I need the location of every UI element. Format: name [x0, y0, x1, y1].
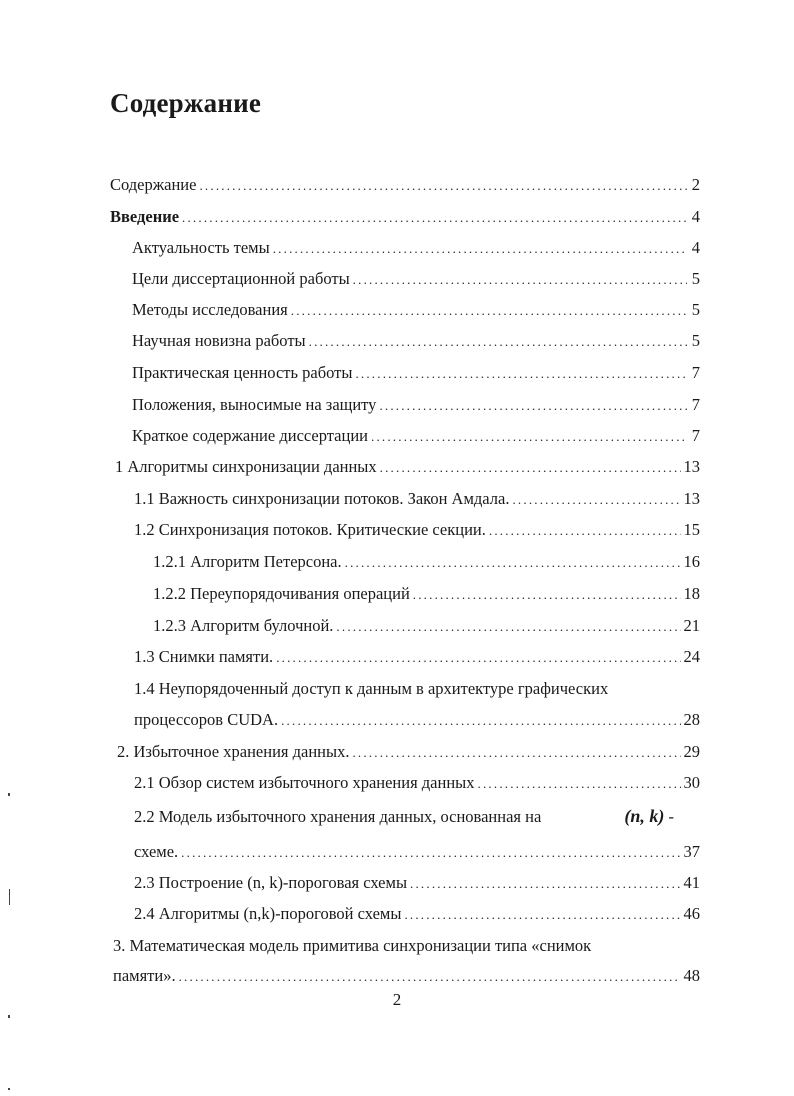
- toc-entry-page: 7: [691, 426, 700, 445]
- page-number: 2: [392, 990, 402, 1009]
- toc-entry-title: Практическая ценность работы: [132, 363, 353, 382]
- toc-dot-leader: [404, 903, 680, 927]
- toc-entry[interactable]: [134, 871, 700, 895]
- math-n-k: (n, k): [624, 806, 665, 826]
- toc-entry-title: 2.4 Алгоритмы (n,k)-пороговой схемы: [134, 904, 402, 923]
- toc-entry-page: 2: [691, 175, 700, 194]
- toc-entry-page: 28: [683, 710, 700, 729]
- toc-entry-page: 5: [691, 331, 700, 350]
- toc-entry[interactable]: [115, 455, 700, 479]
- toc-entry-page: 4: [691, 207, 700, 226]
- toc-entry-page: 16: [683, 552, 700, 571]
- toc-entry-page: 30: [683, 773, 700, 792]
- toc-entry-hyphen: -: [668, 807, 674, 826]
- toc-dot-leader: [181, 841, 680, 865]
- toc-entry[interactable]: [113, 964, 700, 988]
- toc-dot-leader: [379, 394, 687, 418]
- toc-entry-page: 48: [683, 966, 700, 985]
- toc-entry[interactable]: [132, 393, 700, 417]
- toc-entry-title: 2.3 Построение (n, k)-пороговая схемы: [134, 873, 408, 892]
- toc-entry[interactable]: [132, 298, 700, 322]
- toc-entry-title: 2.2 Модель избыточного хранения данных, основанная на: [134, 807, 542, 826]
- scan-artifact: [8, 793, 10, 796]
- scan-artifact: [8, 1015, 10, 1018]
- toc-entry-title: 2. Избыточное хранения данных.: [117, 742, 350, 761]
- toc-entry-title-cont: памяти».: [113, 966, 176, 985]
- toc-entry-page: 7: [691, 363, 700, 382]
- toc-dot-leader: [182, 206, 687, 230]
- toc-entry-title: Цели диссертационной работы: [132, 269, 350, 288]
- toc-entry-page: 5: [691, 300, 700, 319]
- toc-entry-line1[interactable]: [134, 804, 674, 828]
- toc-entry[interactable]: [134, 708, 700, 732]
- toc-entry-title: 1.2.1 Алгоритм Петерсона.: [153, 552, 342, 571]
- toc-entry-title: 1 Алгоритмы синхронизации данных: [115, 457, 377, 476]
- toc-entry[interactable]: [153, 550, 700, 574]
- toc-entry[interactable]: [117, 740, 700, 764]
- toc-entry[interactable]: [134, 902, 700, 926]
- toc-dot-leader: [410, 872, 680, 896]
- toc-entry-page: 46: [683, 904, 700, 923]
- toc-dot-leader: [281, 709, 680, 733]
- toc-entry[interactable]: [132, 236, 700, 260]
- toc-entry[interactable]: [134, 840, 700, 864]
- toc-entry[interactable]: [132, 267, 700, 291]
- toc-entry-page: 5: [691, 269, 700, 288]
- toc-dot-leader: [276, 646, 680, 670]
- toc-entry-page: 37: [683, 842, 700, 861]
- toc-dot-leader: [273, 237, 687, 261]
- toc-entry-page: 21: [683, 616, 700, 635]
- toc-entry-page: 15: [683, 520, 700, 539]
- toc-entry-title: 1.2 Синхронизация потоков. Критические секции.: [134, 520, 486, 539]
- toc-entry-title: 1.1 Важность синхронизации потоков. Закон Амдала.: [134, 489, 510, 508]
- toc-entry-title: Содержание: [110, 175, 197, 194]
- toc-dot-leader: [489, 519, 681, 543]
- toc-dot-leader: [199, 174, 687, 198]
- toc-entry-title: 1.3 Снимки памяти.: [134, 647, 274, 666]
- toc-entry-title: Положения, выносимые на защиту: [132, 395, 377, 414]
- toc-entry[interactable]: [132, 424, 700, 448]
- toc-entry[interactable]: [134, 645, 700, 669]
- toc-entry-page: 18: [683, 584, 700, 603]
- toc-entry-title: Актуальность темы: [132, 238, 270, 257]
- toc-dot-leader: [512, 488, 680, 512]
- toc-entry[interactable]: [132, 361, 700, 385]
- toc-entry-title: 2.1 Обзор систем избыточного хранения данных: [134, 773, 475, 792]
- toc-entry-page: 24: [683, 647, 700, 666]
- toc-entry[interactable]: [132, 329, 700, 353]
- toc-entry-line1[interactable]: [134, 677, 700, 701]
- toc-dot-leader: [179, 965, 681, 989]
- toc-entry-page: 7: [691, 395, 700, 414]
- scan-artifact: [9, 889, 10, 905]
- toc-entry[interactable]: [153, 582, 700, 606]
- toc-dot-leader: [355, 362, 687, 386]
- toc-dot-leader: [478, 772, 681, 796]
- toc-entry[interactable]: [153, 614, 700, 638]
- toc-dot-leader: [309, 330, 687, 354]
- toc-entry-title: Введение: [110, 207, 180, 226]
- toc-entry-title: Научная новизна работы: [132, 331, 306, 350]
- toc-entry-page: 29: [683, 742, 700, 761]
- toc-entry-title: 1.2.3 Алгоритм булочной.: [153, 616, 334, 635]
- toc-entry-page: 13: [683, 489, 700, 508]
- toc-entry-title: 1.2.2 Переупорядочивания операций: [153, 584, 410, 603]
- toc-entry-page: 4: [691, 238, 700, 257]
- page-title: Содержание: [110, 88, 262, 118]
- toc-entry-title-cont: схеме.: [134, 842, 179, 861]
- toc-entry[interactable]: [134, 771, 700, 795]
- toc-entry[interactable]: [110, 205, 700, 229]
- toc-dot-leader: [291, 299, 687, 323]
- toc-dot-leader: [413, 583, 681, 607]
- toc-entry-title: 1.4 Неупорядоченный доступ к данным в архитектуре графических: [134, 679, 609, 698]
- toc-dot-leader: [380, 456, 681, 480]
- toc-dot-leader: [336, 615, 680, 639]
- toc-entry[interactable]: [134, 518, 700, 542]
- toc-entry-title: Методы исследования: [132, 300, 288, 319]
- toc-dot-leader: [352, 741, 680, 765]
- toc-dot-leader: [371, 425, 687, 449]
- scan-artifact: [8, 1088, 10, 1090]
- toc-entry-title: Краткое содержание диссертации: [132, 426, 368, 445]
- toc-entry-title: 3. Математическая модель примитива синхронизации типа «снимок: [113, 936, 592, 955]
- toc-dot-leader: [353, 268, 687, 292]
- toc-entry-line1[interactable]: [113, 934, 700, 958]
- toc-entry-page: 13: [683, 457, 700, 476]
- toc-entry[interactable]: [110, 173, 700, 197]
- toc-dot-leader: [345, 551, 681, 575]
- toc-entry[interactable]: [134, 487, 700, 511]
- toc-entry-title-cont: процессоров CUDA.: [134, 710, 279, 729]
- toc-entry-page: 41: [683, 873, 700, 892]
